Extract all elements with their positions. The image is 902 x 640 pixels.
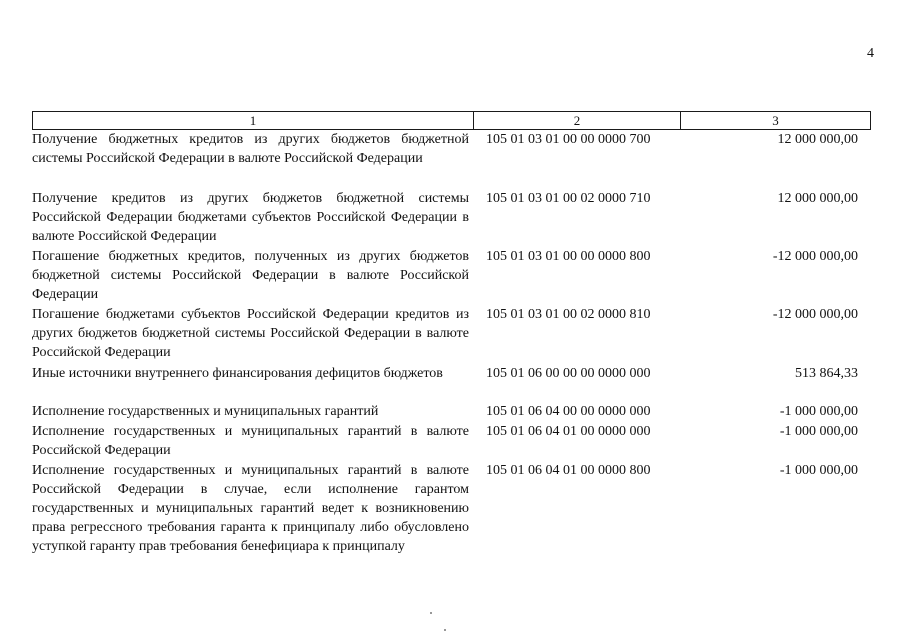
header-col-1: 1 (33, 112, 474, 129)
header-col-2: 2 (474, 112, 681, 129)
row-code: 105 01 06 00 00 00 0000 000 (486, 366, 651, 381)
header-col-3: 3 (772, 113, 779, 128)
row-code: 105 01 06 04 00 00 0000 000 (486, 404, 651, 419)
row-description: Погашение бюджетами субъектов Российской Федерации кредитов из других бюджетов бюджетной системы Российской Федерации в валюте Российской Федерации (32, 307, 469, 360)
row-code: 105 01 03 01 00 02 0000 710 (486, 191, 651, 206)
row-description: Исполнение государственных и муниципальных гарантий в валюте Российской Федерации в случае, если исполнение гарантом государственных и муниципальных гарантий ведет к возникновению права регрессного требования гаранта к принципалу либо обусловлено уступкой гаранту прав требования бенефициара к принципалу (32, 463, 469, 554)
row-description: Исполнение государственных и муниципальных гарантий (32, 404, 379, 419)
row-amount: -1 000 000,00 (779, 404, 858, 419)
row-description: Получение кредитов из других бюджетов бюджетной системы Российской Федерации бюджетами субъектов Российской Федерации в валюте Российской Федерации (32, 191, 469, 244)
row-amount: -1 000 000,00 (779, 424, 858, 439)
row-code: 105 01 03 01 00 00 0000 800 (486, 249, 651, 264)
row-amount: 12 000 000,00 (777, 191, 858, 206)
table-header (32, 111, 871, 130)
row-amount: 12 000 000,00 (777, 132, 858, 147)
row-code: 105 01 03 01 00 02 0000 810 (486, 307, 651, 322)
scan-artifact (430, 612, 432, 614)
row-code: 105 01 06 04 01 00 0000 800 (486, 463, 651, 478)
row-description: Получение бюджетных кредитов из других бюджетов бюджетной системы Российской Федерации в валюте Российской Федерации (32, 132, 469, 166)
scan-artifact (444, 629, 446, 631)
row-code: 105 01 06 04 01 00 0000 000 (486, 424, 651, 439)
row-description: Исполнение государственных и муниципальных гарантий в валюте Российской Федерации (32, 424, 469, 458)
row-amount: -12 000 000,00 (772, 307, 858, 322)
row-amount: -12 000 000,00 (772, 249, 858, 264)
row-description: Иные источники внутреннего финансирования дефицитов бюджетов (32, 366, 443, 381)
row-code: 105 01 03 01 00 00 0000 700 (486, 132, 651, 147)
page-number: 4 (867, 46, 874, 61)
row-amount: 513 864,33 (795, 366, 858, 381)
row-description: Погашение бюджетных кредитов, полученных из других бюджетов бюджетной системы Российской Федерации в валюте Российской Федерации (32, 249, 469, 302)
row-amount: -1 000 000,00 (779, 463, 858, 478)
